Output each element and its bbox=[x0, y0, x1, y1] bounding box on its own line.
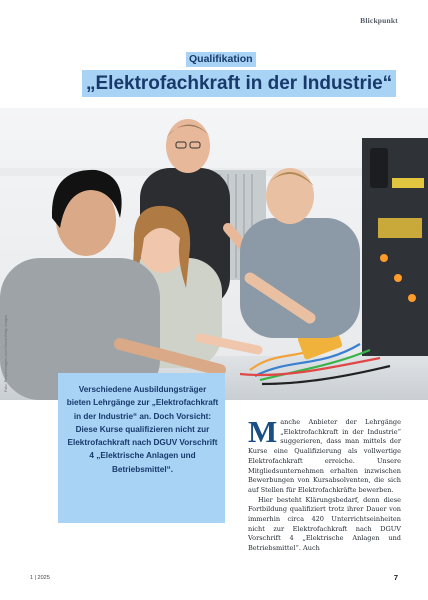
page-number: 7 bbox=[393, 573, 398, 582]
section-label: Blickpunkt bbox=[360, 16, 398, 25]
paragraph-2: Hier besteht Klärungsbedarf, denn diese Fortbildung qualifiziert trotz ihrer Dauer von immerhin circa 420 Unterrichtseinheiten nicht zur Elektrofachkraft nach DGUV Vorschrift 4 „Elektrische Anlagen und Betriebsmittel“. Auch bbox=[248, 495, 401, 553]
paragraph-1: Manche Anbieter der Lehrgänge „Elektrofachkraft in der Industrie“ suggerieren, dass man mittels der Kurse eine Qualifizierung als vollwertige Elektrofachkraft erreiche. Unsere Mitgliedsunternehmen erhalten inzwischen Bewerbungen von Kursabsolventen, die sich auf Stellen für Elektrofachkräfte bewerben. bbox=[248, 414, 401, 494]
article-kicker: Qualifikation bbox=[186, 52, 256, 67]
drop-cap: M bbox=[248, 414, 278, 449]
hero-photo bbox=[0, 108, 428, 400]
photo-credit: Foto: PeopleImages.com/iStock/Getty Images bbox=[4, 314, 8, 392]
article-headline: „Elektrofachkraft in der Industrie“ bbox=[82, 70, 396, 97]
issue-label: 1 | 2025 bbox=[30, 575, 50, 581]
article-body bbox=[248, 414, 401, 554]
teaser-box: Verschiedene Ausbildungsträger bieten Lehrgänge zur „Elektrofachkraft in der Industrie“ an. Doch Vorsicht: Diese Kurse qualifizieren nicht zur Elektrofachkraft nach DGUV Vorschrift 4 „Elektrische Anlagen und Betriebsmittel“. bbox=[58, 373, 225, 523]
